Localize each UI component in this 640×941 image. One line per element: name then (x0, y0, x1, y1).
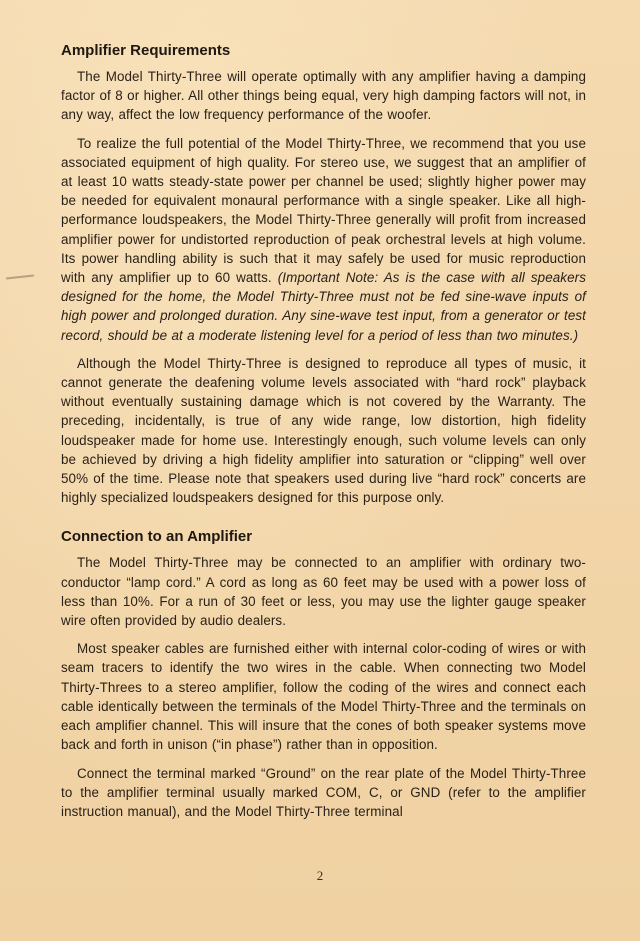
paragraph: Connect the terminal marked “Ground” on the rear plate of the Model Thirty-Three to the amplifier terminal usually marked COM, C, or GND (refer to the amplifier instruction manual), and the Model Thirty-Three terminal (61, 765, 586, 819)
section-amplifier-requirements (61, 40, 586, 507)
section-heading: Amplifier Requirements (61, 42, 231, 59)
page-number: 2 (316, 868, 324, 883)
paragraph-text: To realize the full potential of the Model Thirty-Three, we recommend that you use associated equipment of high quality. For stereo use, we suggest that an amplifier of at least 10 watts steady-state power per channel be used; slightly higher power may be needed for equivalent monaural performance with a single speaker. Like all high-performance loudspeakers, the Model Thirty-Three generally will profit from increased amplifier power for undistorted reproduction of peak orchestral levels at high volume. Its power handling ability is such that it may safely be used for music reproduction with any amplifier up to 60 watts. (61, 135, 586, 286)
paragraph: Although the Model Thirty-Three is designed to reproduce all types of music, it cannot generate the deafening volume levels associated with “hard rock” playback without eventually sustaining damage which is not covered by the Warranty. The preceding, incidentally, is true of any wide range, low distortion, high fidelity loudspeaker made for home use. Interestingly enough, such volume levels can only be achieved by driving a high fidelity amplifier into saturation or “clipping” well over 50% of the time. Please note that speakers used during live “hard rock” concerts are highly specialized loudspeakers designed for this purpose only. (61, 355, 586, 506)
section-spacer (61, 516, 586, 526)
paragraph: The Model Thirty-Three will operate optimally with any amplifier having a damping factor of 8 or higher. All other things being equal, very high damping factors will not, in any way, affect the low frequency performance of the woofer. (61, 69, 586, 123)
paragraph (61, 134, 586, 345)
paragraph: The Model Thirty-Three may be connected to an amplifier with ordinary two-conductor “lamp cord.” A cord as long as 60 feet may be used with a power loss of less than 10%. For a run of 30 feet or less, you may use the lighter gauge speaker wire often provided by audio dealers. (61, 555, 586, 629)
margin-pencil-mark (6, 275, 34, 280)
section-heading: Connection to an Amplifier (61, 528, 253, 546)
important-note: (Important Note: As is the case with all speakers designed for the home, the Model Thirty-Three must not be fed sine-wave inputs of high power and prolonged duration. Any sine-wave test input, from a generator or test record, should be at a moderate listening level for a period of less than two minutes.) (61, 270, 586, 343)
section-connection-to-amplifier (61, 526, 586, 821)
paragraph: Most speaker cables are furnished either with internal color-coding of wires or with seam tracers to identify the two wires in the cable. When connecting two Model Thirty-Threes to a stereo amplifier, follow the coding of the wires and connect each cable identically between the terminals of the Model Thirty-Three and the terminals on each amplifier channel. This will insure that the cones of both speaker systems move back and forth in unison (“in phase”) rather than in opposition. (61, 641, 586, 753)
